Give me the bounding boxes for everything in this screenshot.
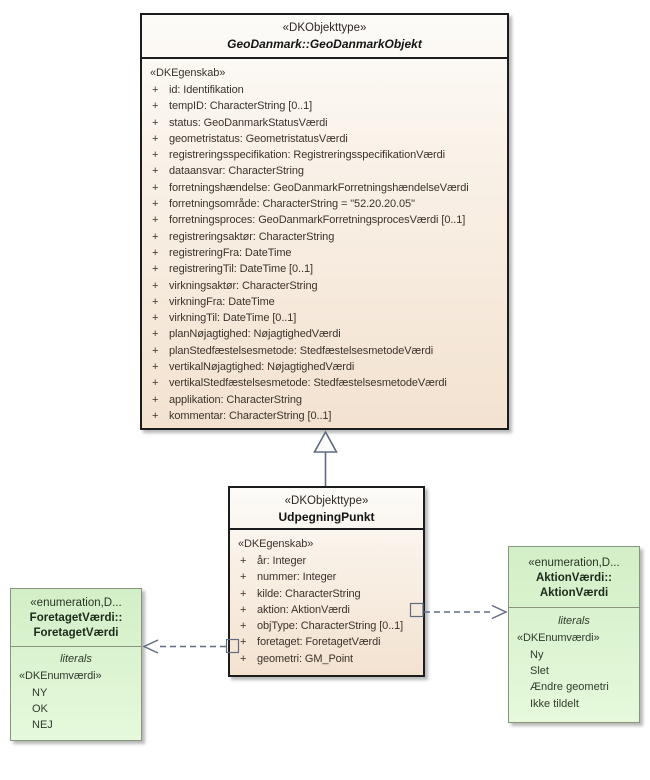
visibility-marker: + [240, 652, 247, 665]
enum-name-qualifier: AktionVærdi:: [535, 572, 613, 584]
visibility-marker: + [152, 328, 159, 341]
attribute-row [142, 98, 507, 114]
attributes-section-label: «DKEgenskab» [238, 538, 314, 550]
class-udpegningpunkt-header [230, 488, 423, 530]
attribute-text: forretningsproces: GeoDanmarkForretningsprocesVærdi [0..1] [169, 214, 466, 227]
attribute-text: registreringsspecifikation: RegistreringsspecifikationVærdi [169, 149, 445, 162]
enum-name-qualifier: ForetagetVærdi:: [29, 612, 123, 624]
literals-label: literals [60, 653, 92, 665]
class-udpegningpunkt[interactable] [228, 486, 425, 677]
attribute-row [142, 310, 507, 326]
attribute-text: virkningTil: DateTime [0..1] [169, 312, 297, 325]
open-arrowhead-right-icon [492, 606, 506, 619]
attribute-row [142, 82, 507, 98]
generalization-connector [315, 432, 337, 486]
enum-name: ForetagetVærdi [33, 627, 119, 639]
attribute-row [142, 229, 507, 245]
attribute-row [142, 196, 507, 212]
literals-section-label: «DKEnumværdi» [517, 632, 600, 644]
class-stereotype: «DKObjekttype» [284, 495, 369, 507]
attribute-text: vertikalStedfæstelsesmetode: StedfæstelsesmetodeVærdi [169, 377, 447, 390]
class-name: UdpegningPunkt [278, 510, 375, 524]
enum-literal: NEJ [32, 719, 53, 732]
enum-foretagetvaerdi-header [11, 589, 141, 647]
dependency-foretaget-connector [144, 640, 239, 654]
visibility-marker: + [152, 295, 159, 308]
visibility-marker: + [240, 603, 247, 616]
attribute-text: dataansvar: CharacterString [169, 165, 304, 178]
visibility-marker: + [152, 214, 159, 227]
attribute-row [142, 180, 507, 196]
attribute-row [142, 375, 507, 391]
attribute-text: virkningFra: DateTime [169, 295, 275, 308]
class-stereotype: «DKObjekttype» [282, 22, 367, 34]
attribute-row [142, 408, 507, 424]
attribute-row [230, 618, 423, 634]
class-geodanmarkobjekt-header [142, 15, 507, 59]
enum-foretagetvaerdi[interactable] [10, 588, 142, 741]
visibility-marker: + [152, 409, 159, 422]
attribute-text: registreringTil: DateTime [0..1] [169, 263, 313, 276]
class-udpegningpunkt-attributes [230, 530, 423, 667]
visibility-marker: + [240, 587, 247, 600]
visibility-marker: + [240, 555, 247, 567]
visibility-marker: + [152, 279, 159, 292]
enum-aktionvaerdi-literals [509, 608, 639, 712]
attribute-text: nummer: Integer [257, 571, 337, 584]
literal-list [509, 647, 639, 712]
visibility-marker: + [152, 377, 159, 390]
attribute-text: registreringFra: DateTime [169, 246, 292, 259]
literal-list [11, 685, 141, 734]
enum-literal: Ny [530, 649, 544, 661]
attribute-text: geometri: GM_Point [257, 652, 354, 665]
attribute-row [142, 212, 507, 228]
enum-literal: Ikke tildelt [530, 697, 579, 710]
attribute-row [142, 343, 507, 359]
attribute-text: vertikalNøjagtighed: NøjagtighedVærdi [169, 361, 355, 374]
enum-aktionvaerdi[interactable] [508, 546, 640, 723]
literals-section-label: «DKEnumværdi» [19, 670, 102, 682]
visibility-marker: + [152, 132, 159, 145]
enum-stereotype: «enumeration,D... [528, 557, 620, 569]
attribute-row [230, 634, 423, 650]
attribute-row [142, 115, 507, 131]
visibility-marker: + [152, 181, 159, 194]
attribute-text: status: GeoDanmarkStatusVærdi [169, 116, 328, 129]
attribute-text: aktion: AktionVærdi [257, 603, 350, 616]
enum-literal: Ændre geometri [530, 681, 609, 694]
attribute-row [142, 392, 507, 408]
visibility-marker: + [152, 361, 159, 374]
enum-aktionvaerdi-header [509, 547, 639, 608]
attribute-text: kilde: CharacterString [257, 587, 361, 600]
attribute-text: planStedfæstelsesmetode: StedfæstelsesmetodeVærdi [169, 344, 434, 357]
class-geodanmarkobjekt-attributes [142, 59, 507, 424]
open-arrowhead-left-icon [144, 640, 158, 653]
visibility-marker: + [240, 636, 247, 649]
attribute-row [142, 147, 507, 163]
attribute-text: objType: CharacterString [0..1] [257, 620, 404, 633]
literals-label: literals [558, 615, 590, 627]
visibility-marker: + [152, 312, 159, 325]
attribute-text: planNøjagtighed: NøjagtighedVærdi [169, 328, 341, 341]
visibility-marker: + [152, 84, 159, 96]
visibility-marker: + [152, 393, 159, 406]
visibility-marker: + [152, 116, 159, 129]
attribute-text: år: Integer [257, 555, 307, 567]
enum-stereotype: «enumeration,D... [30, 597, 122, 609]
visibility-marker: + [152, 100, 159, 113]
visibility-marker: + [152, 263, 159, 276]
attribute-row [230, 553, 423, 569]
visibility-marker: + [152, 165, 159, 178]
attribute-row [142, 278, 507, 294]
attribute-row [230, 602, 423, 618]
attribute-text: registreringsaktør: CharacterString [169, 230, 335, 243]
enum-literal: OK [32, 703, 48, 716]
attribute-row [230, 651, 423, 667]
attribute-row [142, 131, 507, 147]
attribute-row [142, 294, 507, 310]
attribute-row [142, 261, 507, 277]
class-geodanmarkobjekt[interactable] [140, 13, 509, 430]
visibility-marker: + [152, 230, 159, 243]
attribute-list [142, 82, 507, 424]
visibility-marker: + [152, 198, 159, 211]
attribute-text: foretaget: ForetagetVærdi [257, 636, 381, 649]
visibility-marker: + [240, 620, 247, 633]
enum-literal: Slet [530, 665, 549, 678]
attributes-section-label: «DKEgenskab» [150, 67, 226, 79]
attribute-text: id: Identifikation [169, 84, 244, 96]
attribute-text: virkningsaktør: CharacterString [169, 279, 318, 292]
attribute-row [142, 326, 507, 342]
visibility-marker: + [152, 344, 159, 357]
enum-name: AktionVærdi [539, 587, 609, 599]
attribute-list [230, 553, 423, 667]
visibility-marker: + [152, 149, 159, 162]
enum-literal: NY [32, 687, 48, 699]
generalization-triangle-icon [315, 432, 337, 452]
attribute-text: applikation: CharacterString [169, 393, 302, 406]
attribute-row [142, 163, 507, 179]
attribute-row [142, 245, 507, 261]
attribute-row [230, 586, 423, 602]
visibility-marker: + [152, 246, 159, 259]
attribute-text: geometristatus: GeometristatusVærdi [169, 132, 348, 145]
attribute-text: tempID: CharacterString [0..1] [169, 100, 313, 113]
attribute-text: forretningshændelse: GeoDanmarkForretningshændelseVærdi [169, 181, 469, 194]
attribute-text: forretningsområde: CharacterString = "52.20.20.05" [169, 198, 415, 211]
attribute-row [230, 569, 423, 585]
visibility-marker: + [240, 571, 247, 584]
class-name: GeoDanmark::GeoDanmarkObjekt [227, 37, 422, 51]
attribute-row [142, 359, 507, 375]
enum-foretagetvaerdi-literals [11, 647, 141, 734]
attribute-text: kommentar: CharacterString [0..1] [169, 409, 332, 422]
